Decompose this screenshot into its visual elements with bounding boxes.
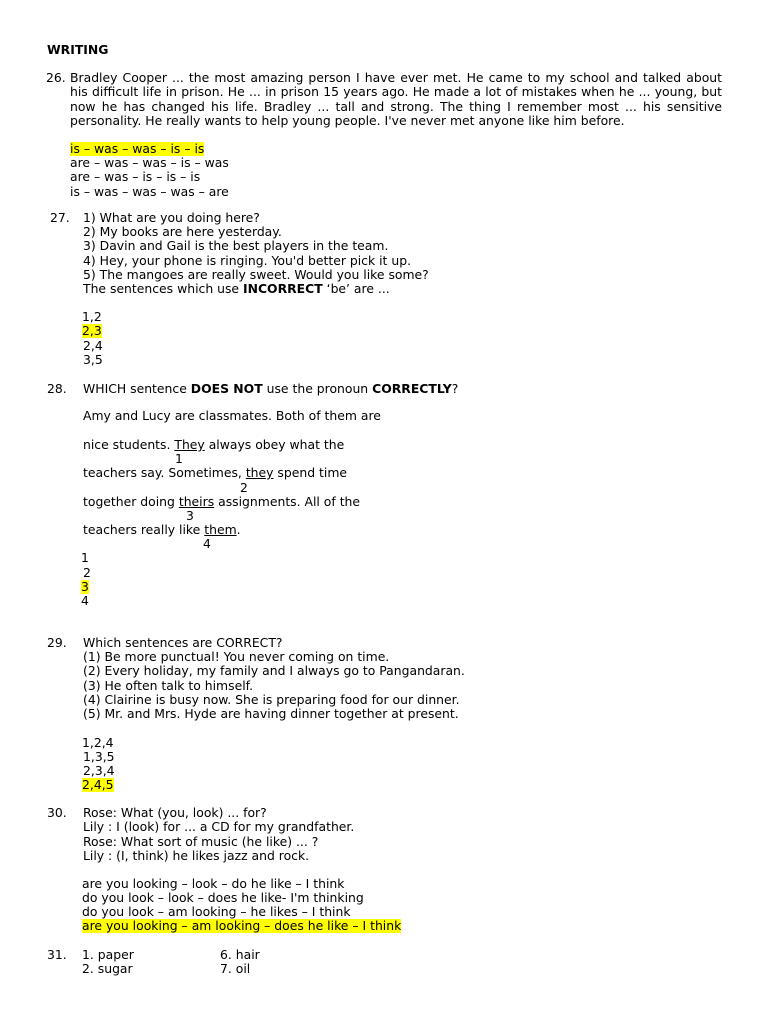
q28-marker-4: 4 xyxy=(203,536,211,551)
q31-number: 31. xyxy=(47,947,67,962)
q31-item-6: 6. hair xyxy=(220,947,260,962)
q30-line-3: Rose: What sort of music (he like) ... ? xyxy=(83,834,319,849)
q30-option-b: do you look – look – does he like- I'm thinking xyxy=(82,890,364,905)
q27-option-d: 3,5 xyxy=(83,352,103,367)
q27-line-4: 4) Hey, your phone is ringing. You'd better pick it up. xyxy=(83,253,412,268)
q27-line-3: 3) Davin and Gail is the best players in the team. xyxy=(83,238,389,253)
q27-prompt-bold: INCORRECT xyxy=(242,281,323,296)
q30-option-c: do you look – am looking – he likes – I think xyxy=(82,904,351,919)
q28-question-c: use the pronoun xyxy=(262,381,373,396)
q28-passage-line-4 xyxy=(83,495,360,509)
q28-l2a: nice students. xyxy=(83,437,175,452)
q28-passage-line-5 xyxy=(83,523,241,537)
q28-marker-3: 3 xyxy=(186,508,194,523)
q30-option-d: are you looking – am looking – does he like – I think xyxy=(82,918,402,933)
q28-l4b: assignments. All of the xyxy=(214,494,361,509)
q27-prompt xyxy=(83,282,390,296)
q27-line-2: 2) My books are here yesterday. xyxy=(83,224,282,239)
q27-number: 27. xyxy=(50,210,70,225)
q29-line-5: (5) Mr. and Mrs. Hyde are having dinner together at present. xyxy=(83,706,459,721)
q29-line-2: (2) Every holiday, my family and I always go to Pangandaran. xyxy=(83,663,465,678)
q28-passage-line-1: Amy and Lucy are classmates. Both of them are xyxy=(83,408,381,423)
q27-prompt-post: ‘be’ are ... xyxy=(322,281,390,296)
q28-passage-line-3 xyxy=(83,466,347,480)
q28-option-d: 4 xyxy=(81,593,89,608)
q28-marker-1: 1 xyxy=(175,451,183,466)
q27-line-1: 1) What are you doing here? xyxy=(83,210,260,225)
q29-option-d: 2,4,5 xyxy=(82,777,114,792)
q28-underlined-2: they xyxy=(245,465,274,480)
section-heading: WRITING xyxy=(47,42,109,57)
q28-option-b: 2 xyxy=(83,565,91,580)
q28-option-c: 3 xyxy=(81,579,89,594)
q30-line-4: Lily : (I, think) he likes jazz and rock. xyxy=(83,848,310,863)
q26-text: Bradley Cooper ... the most amazing person I have ever met. He came to my school and talked about his difficult life in prison. He ... in prison 15 years ago. He made a lot of mistakes when he ... young, but now he has changed his life. Bradley ... tall and strong. The thing I remember most ... his sensitive personality. He really wants to help young people. I've never met anyone like him before. xyxy=(70,70,722,128)
q29-option-b: 1,3,5 xyxy=(83,749,115,764)
q29-number: 29. xyxy=(47,635,67,650)
q28-passage-line-2 xyxy=(83,438,344,452)
q26-number: 26. xyxy=(46,70,66,85)
q26-paragraph xyxy=(46,70,722,128)
q31-item-7: 7. oil xyxy=(220,961,251,976)
q26-option-d: is – was – was – was – are xyxy=(70,184,229,199)
q31-item-1: 1. paper xyxy=(82,947,134,962)
q29-line-3: (3) He often talk to himself. xyxy=(83,678,254,693)
q28-question-a: WHICH sentence xyxy=(83,381,191,396)
q27-option-c: 2,4 xyxy=(83,338,103,353)
q28-marker-2: 2 xyxy=(240,480,248,495)
q30-line-1: Rose: What (you, look) ... for? xyxy=(83,805,267,820)
q26-option-c: are – was – is – is – is xyxy=(70,169,201,184)
q29-line-1: (1) Be more punctual! You never coming on time. xyxy=(83,649,390,664)
q28-l2b: always obey what the xyxy=(204,437,345,452)
q28-question xyxy=(83,382,458,396)
q28-question-b: DOES NOT xyxy=(190,381,263,396)
q30-option-a: are you looking – look – do he like – I think xyxy=(82,876,345,891)
q29-line-4: (4) Clairine is busy now. She is preparing food for our dinner. xyxy=(83,692,460,707)
q28-l3a: teachers say. Sometimes, xyxy=(83,465,246,480)
q28-underlined-1: They xyxy=(174,437,205,452)
q28-l3b: spend time xyxy=(273,465,348,480)
q28-option-a: 1 xyxy=(81,550,89,565)
q27-option-a: 1,2 xyxy=(82,309,102,324)
q29-option-a: 1,2,4 xyxy=(82,735,114,750)
q26-option-a: is – was – was – is – is xyxy=(70,141,205,156)
q29-question: Which sentences are CORRECT? xyxy=(83,635,283,650)
q28-number: 28. xyxy=(47,381,67,396)
q31-item-2: 2. sugar xyxy=(82,961,133,976)
q28-underlined-3: theirs xyxy=(178,494,215,509)
q27-option-b: 2,3 xyxy=(82,323,102,338)
q28-l5a: teachers really like xyxy=(83,522,205,537)
q28-underlined-4: them xyxy=(204,522,237,537)
q28-l4a: together doing xyxy=(83,494,179,509)
q27-prompt-pre: The sentences which use xyxy=(83,281,243,296)
q29-option-c: 2,3,4 xyxy=(83,763,115,778)
q30-number: 30. xyxy=(47,805,67,820)
q28-question-e: ? xyxy=(451,381,459,396)
q28-question-d: CORRECTLY xyxy=(372,381,452,396)
q26-option-b: are – was – was – is – was xyxy=(70,155,229,170)
q30-line-2: Lily : I (look) for ... a CD for my grandfather. xyxy=(83,819,355,834)
q28-l5b: . xyxy=(236,522,241,537)
q27-line-5: 5) The mangoes are really sweet. Would you like some? xyxy=(83,267,429,282)
